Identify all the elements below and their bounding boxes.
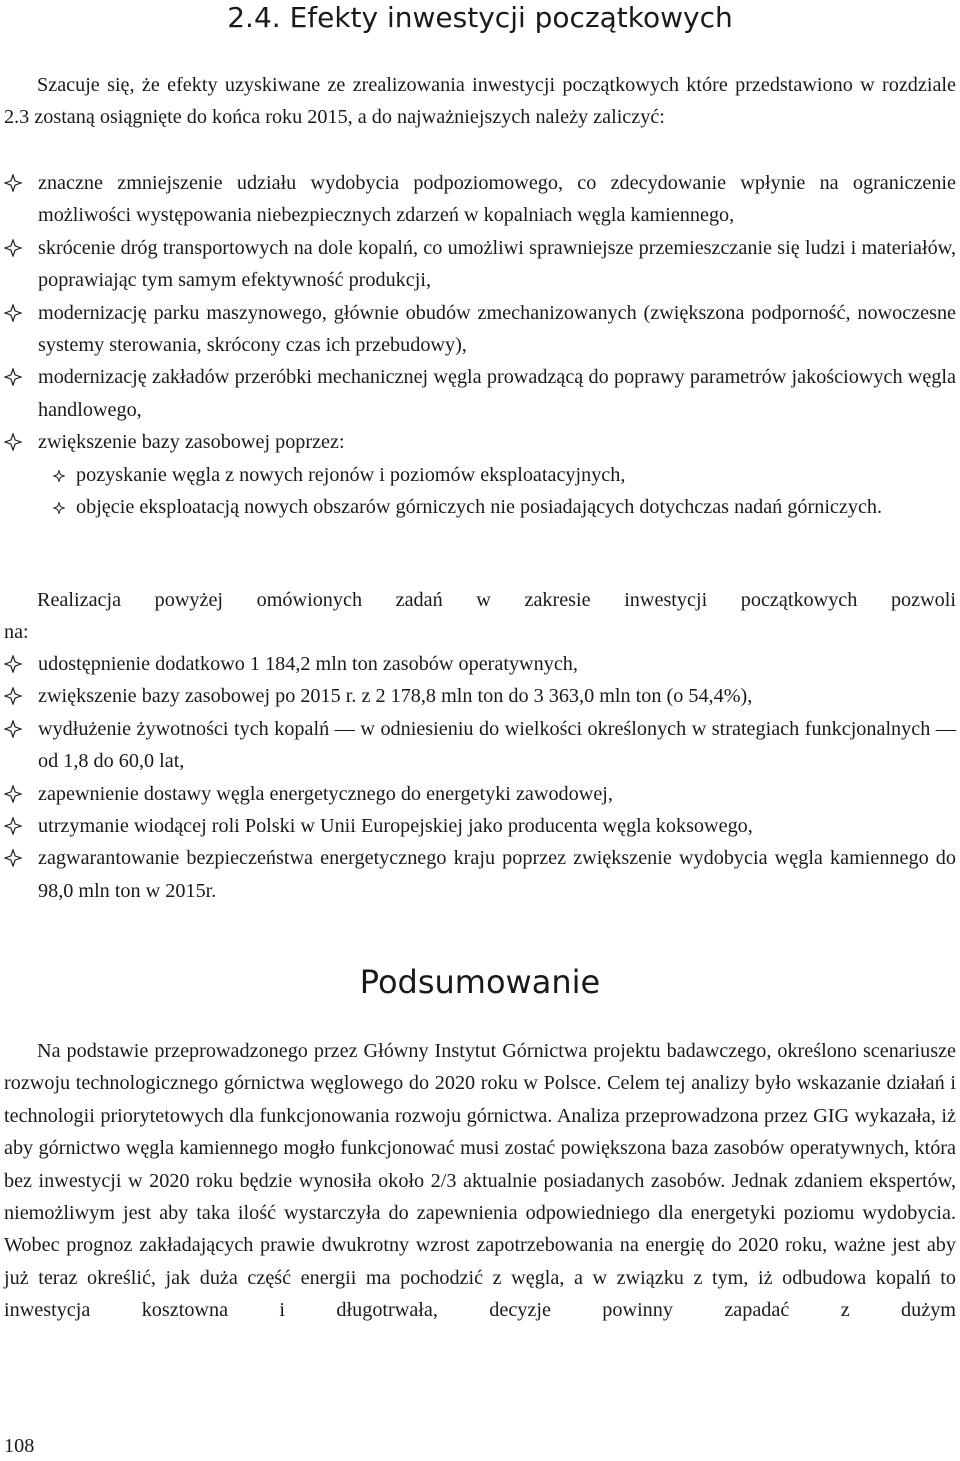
list-item [4,361,956,426]
paragraph-2-line-1: Realizacja powyżej omówionych zadań w zakresie inwestycji początkowych pozwoli [37,589,956,611]
paragraph-2-line-2: na: [4,621,29,644]
diamond-star-icon [4,785,22,803]
diamond-star-icon [4,239,22,257]
list-item [4,297,956,362]
sublist-item-text: pozyskanie węgla z nowych rejonów i poziomów eksploatacyjnych, [76,463,626,486]
list-item [4,426,956,458]
page-number: 108 [4,1435,35,1457]
sublist-item [4,491,956,523]
list-item-text: modernizację parku maszynowego, głównie obudów zmechanizowanych (zwiększona podporność, nowoczesne systemy sterowania, skrócony czas ich przebudowy), [38,301,956,357]
diamond-star-icon [4,433,22,451]
list-item-text: zwiększenie bazy zasobowej po 2015 r. z 2 178,8 mln ton do 3 363,0 mln ton (o 54,4%), [38,685,753,708]
effects-list [4,167,956,523]
list-item-text: skrócenie dróg transportowych na dole kopalń, co umożliwi sprawniejsze przemieszczanie się ludzi i materiałów, poprawiając tym samym efektywność produkcji, [38,236,956,292]
list-item-text: utrzymanie wiodącej roli Polski w Unii Europejskiej jako producenta węgla koksowego, [38,815,753,838]
small-diamond-star-icon [53,470,65,482]
diamond-star-icon [4,849,22,867]
summary-paragraph: Na podstawie przeprowadzonego przez Główny Instytut Górnictwa projektu badawczego, określono scenariusze rozwoju technologicznego górnictwa węglowego do 2020 roku w Polsce. Celem tej analizy było wskazanie działań i technologii priorytetowych dla funkcjonowania rozwoju górnictwa. Analiza przeprowadzona przez GIG wykazała, iż aby górnictwo węgla kamiennego mogło funkcjonować musi zostać powiększona baza zasobów operatywnych, która bez inwestycji w 2020 roku będzie wynosiła około 2/3 aktualnie posiadanych zasobów. Jednak zdaniem ekspertów, niemożliwym jest aby taka ilość wystarczyła do zapewnienia odpowiedniego dla energetyki poziomu wydobycia. Wobec prognoz zakładających prawie dwukrotny wzrost zapotrzebowania na energię do 2020 roku, ważne jest aby już teraz określić, jak duża część energii ma pochodzić z węgla, a w związku z tym, iż odbudowa kopalń to inwestycja kosztowna i długotrwała, decyzje powinny zapadać z dużym [4,1040,956,1322]
intro-paragraph: Szacuje się, że efekty uzyskiwane ze zrealizowania inwestycji początkowych które przedstawiono w rozdziale 2.3 zostaną osiągnięte do końca roku 2015, a do najważniejszych należy zaliczyć: [4,74,956,129]
list-item-text: znaczne zmniejszenie udziału wydobycia podpoziomowego, co zdecydowanie wpłynie na ograniczenie możliwości występowania niebezpiecznych zdarzeń w kopalniach węgla kamiennego, [38,172,956,227]
list-item-text: zapewnienie dostawy węgla energetycznego do energetyki zawodowej, [38,782,613,805]
diamond-star-icon [4,368,22,386]
list-item [4,810,956,842]
outcomes-list [4,648,956,907]
list-item [4,648,956,680]
summary-heading: Podsumowanie [359,963,601,1001]
diamond-star-icon [4,720,22,738]
diamond-star-icon [4,687,22,705]
list-item-text: zwiększenie bazy zasobowej poprzez: [38,431,345,454]
diamond-star-icon [4,655,22,673]
list-item [4,680,956,712]
list-item-text: wydłużenie żywotności tych kopalń — w odniesieniu do wielkości określonych w strategiach funkcjonalnych — od 1,8 do 60,0 lat, [38,717,956,773]
list-item [4,167,956,232]
section-heading: 2.4. Efekty inwestycji początkowych [227,1,733,34]
list-item [4,778,956,810]
diamond-star-icon [4,174,22,192]
list-item [4,232,956,297]
list-item-text: udostępnienie dodatkowo 1 184,2 mln ton zasobów operatywnych, [38,653,578,675]
paragraph-2 [4,584,956,649]
sublist-item-text: objęcie eksploatacją nowych obszarów górniczych nie posiadających dotychczas nadań górniczych. [76,496,883,519]
list-item [4,842,956,907]
small-diamond-star-icon [53,502,65,514]
list-item-text: modernizację zakładów przeróbki mechanicznej węgla prowadzącą do poprawy parametrów jakościowych węgla handlowego, [38,366,956,421]
diamond-star-icon [4,817,22,835]
list-item [4,713,956,778]
diamond-star-icon [4,304,22,322]
list-item-text: zagwarantowanie bezpieczeństwa energetycznego kraju poprzez zwiększenie wydobycia węgla kamiennego do 98,0 mln ton w 2015r. [38,847,956,902]
sublist-item [4,459,956,491]
